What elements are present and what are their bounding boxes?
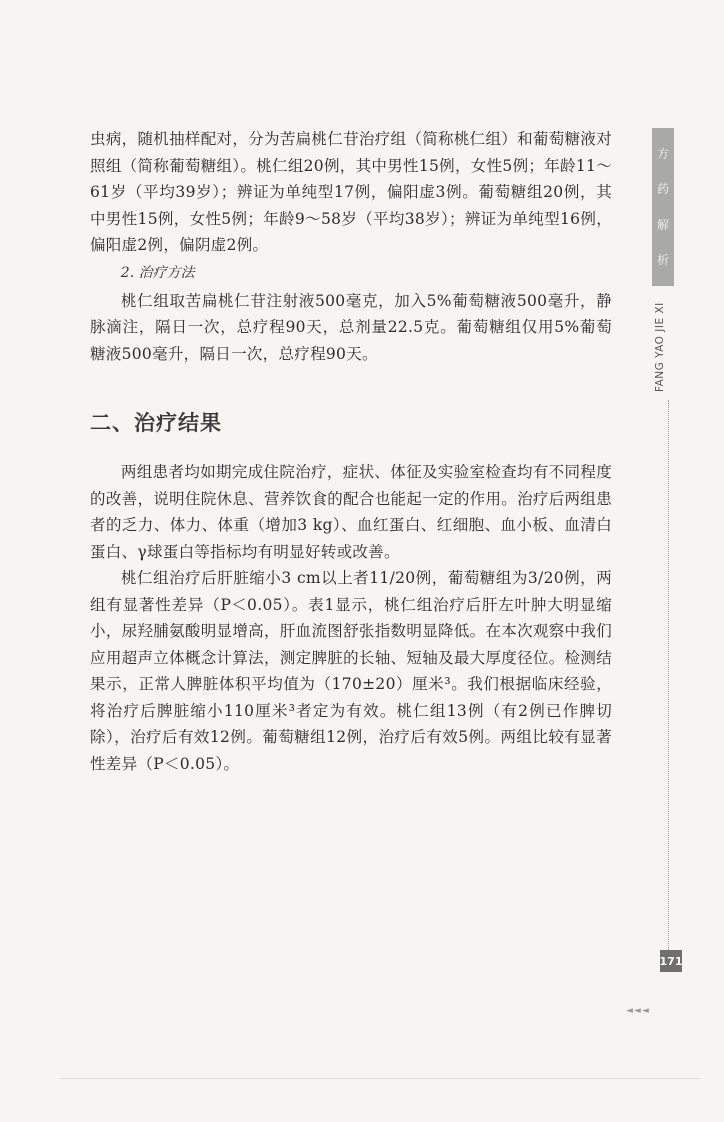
page-number-badge: 171 (660, 950, 682, 972)
chapter-side-tab (652, 128, 674, 286)
subheading-treatment-method: 2. 治疗方法 (120, 264, 195, 281)
page-arrow-marks: ◄◄◄ (626, 1006, 650, 1016)
section-heading-results: 二、治疗结果 (90, 411, 222, 435)
paragraph-results-liver-spleen: 桃仁组治疗后肝脏缩小3 cm以上者11/20例，葡萄糖组为3/20例，两组有显著性差异（P＜0.05）。表1显示，桃仁组治疗后肝左叶肿大明显缩小，尿羟脯氨酸明显增高，肝血流图舒张指数明显降低。在本次观察中我们应用超声立体概念计算法，测定脾脏的长轴、短轴及最大厚度径位。检测结果示，正常人脾脏体积平均值为（170±20）厘米³。我们根据临床经验，将治疗后脾脏缩小110厘米³者定为有效。桃仁组13例（有2例已作脾切除），治疗后有效12例。葡萄糖组12例，治疗后有效5例。两组比较有显著性差异（P＜0.05）。 (90, 569, 612, 773)
section-spacer (90, 367, 612, 407)
paragraph-results-general: 两组患者均如期完成住院治疗，症状、体征及实验室检查均有不同程度的改善，说明住院休息、营养饮食的配合也能起一定的作用。治疗后两组患者的乏力、体力、体重（增加3 kg）、血红蛋白、红细胞、血小板、血清白蛋白、γ球蛋白等指标均有明显好转或改善。 (90, 463, 612, 561)
side-tab-char-3: 解 (656, 217, 669, 232)
page-body (90, 126, 612, 777)
side-tab-english: FANG YAO JIE XI (654, 302, 666, 392)
side-tab-char-4: 析 (656, 253, 669, 268)
side-tab-char-2: 药 (656, 182, 669, 197)
paragraph-case-groups: 虫病，随机抽样配对，分为苦扁桃仁苷治疗组（简称桃仁组）和葡萄糖液对照组（简称葡萄糖组）。桃仁组20例，其中男性15例，女性5例；年龄11～61岁（平均39岁）；辨证为单纯型17例，偏阳虚3例。葡萄糖组20例，其中男性15例，女性5例；年龄9～58岁（平均38岁）；辨证为单纯型16例，偏阳虚2例，偏阴虚2例。 (90, 130, 612, 254)
paragraph-treatment-method: 桃仁组取苦扁桃仁苷注射液500毫克，加入5%葡萄糖液500毫升，静脉滴注，隔日一次，总疗程90天，总剂量22.5克。葡萄糖组仅用5%葡萄糖液500毫升，隔日一次，总疗程90天。 (90, 291, 612, 363)
side-dotted-divider (668, 400, 669, 950)
side-tab-char-1: 方 (656, 146, 669, 161)
page-bottom-edge (60, 1078, 700, 1079)
